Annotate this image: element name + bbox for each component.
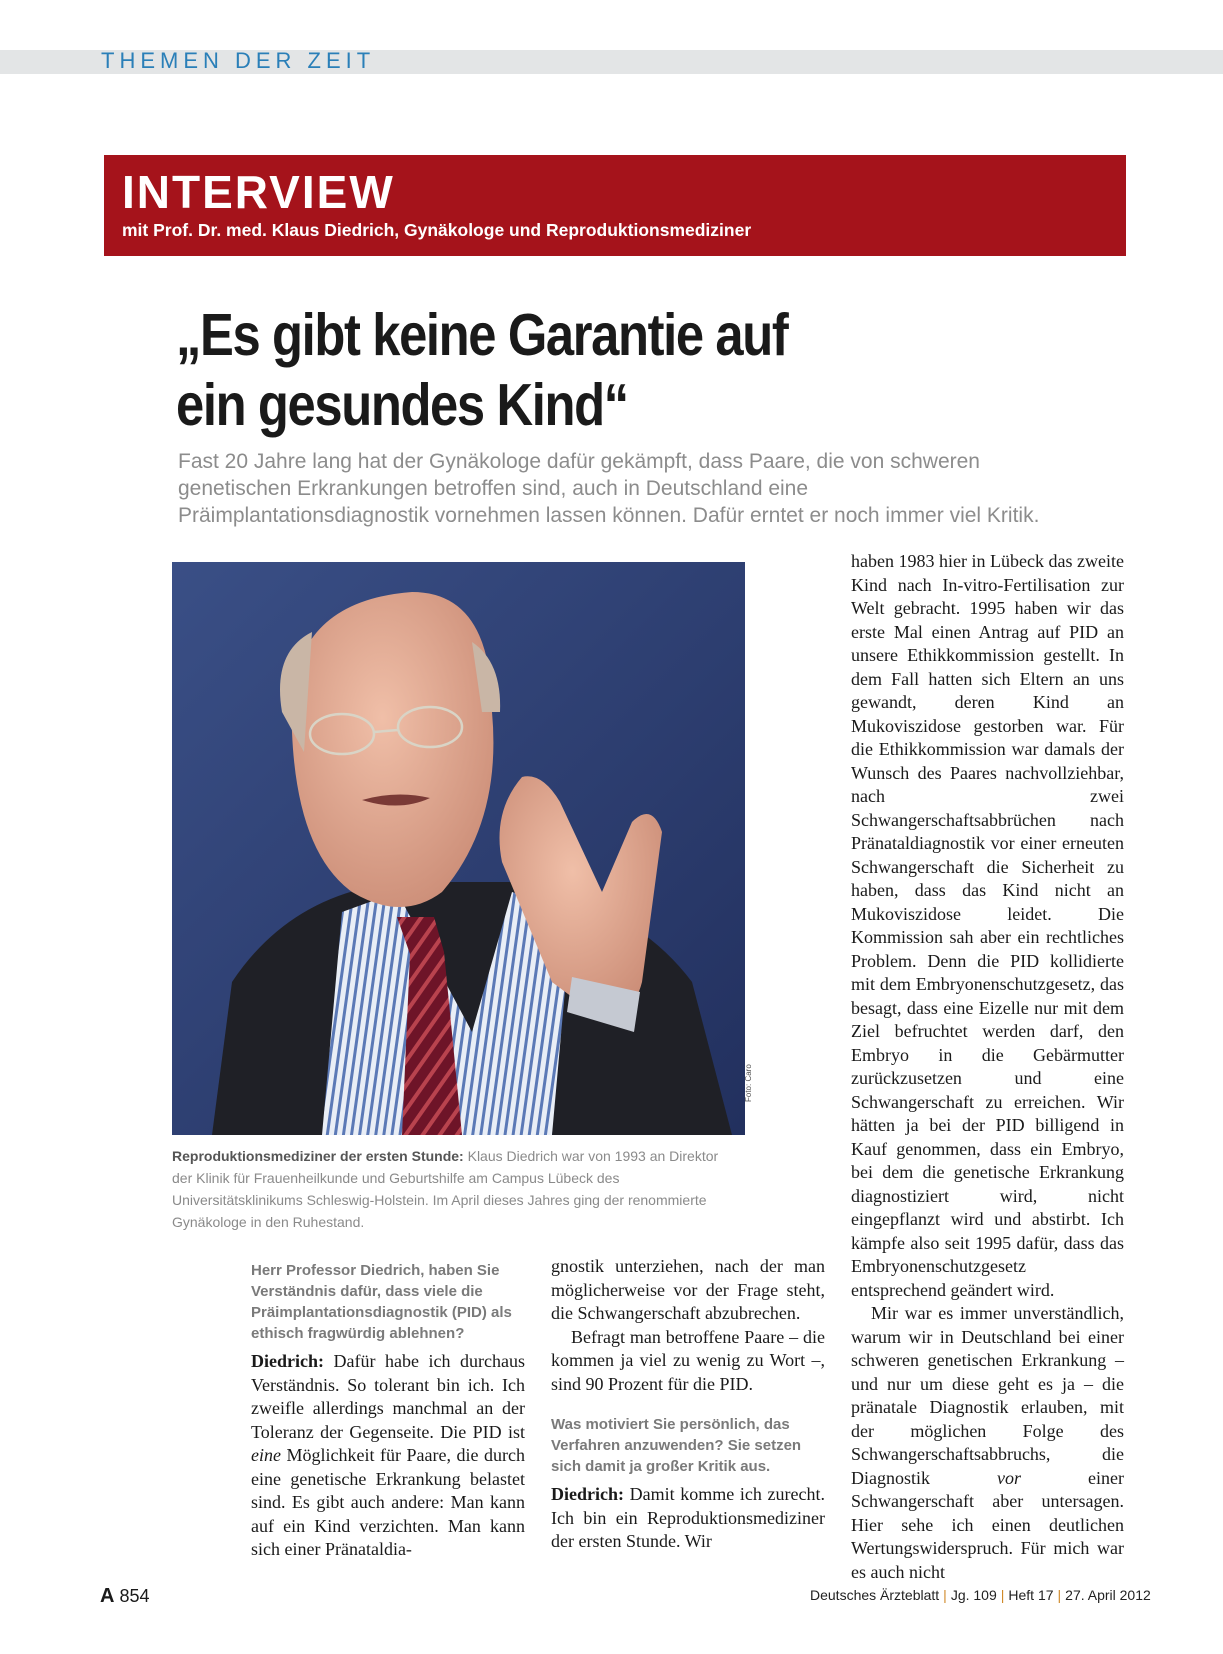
headline-line-1: „Es gibt keine Garantie auf bbox=[176, 302, 788, 368]
emphasis-text: vor bbox=[997, 1467, 1022, 1488]
article-column-middle bbox=[551, 1255, 825, 1554]
interview-banner bbox=[104, 155, 1126, 256]
portrait-photo bbox=[172, 562, 745, 1135]
body-paragraph: haben 1983 hier in Lübeck das zweite Kind nach In-vitro-Fertilisation zur Welt gebracht. 1995 haben wir das erste Mal einen Antrag auf PID an unsere Ethikkommission gestellt. In dem Fall hatten sich Eltern an uns gewandt, deren Kind an Mukoviszidose gestorben war. Für die Ethikkommission war damals der Wunsch des Paares nachvollziehbar, nach zwei Schwangerschaftsabbrüchen nach Pränataldiagnostik vor einer erneuten Schwangerschaft die Sicherheit zu haben, dass das Kind nicht an Mukoviszidose leidet. Die Kommission sah aber ein rechtliches Problem. Denn die PID kollidierte mit dem Embryonenschutzgesetz, das besagt, dass eine Eizelle nur mit dem Ziel befruchtet werden darf, den Embryo in die Gebärmutter zurückzusetzen und eine Schwangerschaft zu erreichen. Wir hätten ja bei der PID billigend in Kauf genommen, dass ein Embryo, bei dem die genetische Erkrankung diagnostiziert wird, nicht eingepflanzt wird und abstirbt. Ich kämpfe also seit 1995 dafür, dass das Embryonenschutzgesetz entsprechend geändert wird. bbox=[851, 551, 1124, 1300]
banner-subtitle: mit Prof. Dr. med. Klaus Diedrich, Gynäkologe und Reproduktionsmediziner bbox=[122, 220, 752, 240]
banner-title: INTERVIEW bbox=[122, 166, 395, 218]
speaker-label: Diedrich: bbox=[551, 1484, 624, 1504]
answer-text: Möglichkeit für Paare, die durch eine genetische Erkrankung belastet sind. Es gibt auch andere: Man kann auf ein Kind verzichten. Man kann sich einer Pränataldia- bbox=[251, 1445, 525, 1559]
section-label: THEMEN DER ZEIT bbox=[101, 48, 376, 73]
answer-text: Dafür habe ich durchaus Verständnis. So tolerant bin ich. Ich zweifle allerdings manchmal an der Toleranz der Gegenseite. Die PID ist bbox=[251, 1351, 525, 1442]
body-text: einer Schwangerschaft aber untersagen. Hier sehe ich einen deutlichen Wertungswiderspruch. Für mich war es auch nicht bbox=[851, 1467, 1124, 1582]
body-paragraph: Befragt man betroffene Paare – die kommen ja viel zu wenig zu Wort –, sind 90 Prozent für die PID. bbox=[551, 1326, 825, 1394]
article-column-right bbox=[851, 550, 1124, 1584]
answer-text: Damit komme ich zurecht. Ich bin ein Reproduktionsmediziner der ersten Stunde. Wir bbox=[551, 1484, 825, 1551]
photo-credit: Foto: Caro bbox=[744, 1064, 753, 1102]
caption-lead: Reproduktionsmediziner der ersten Stunde: bbox=[172, 1148, 464, 1164]
headline bbox=[176, 300, 933, 440]
body-text: Mir war es immer unverständlich, warum wir in Deutschland bei einer schweren genetischen Erkrankung – und nur um diese geht es ja – die pränatale Diagnostik erlauben, mit der möglichen Folge des Schwangerschaftsabbruchs, die Diagnostik bbox=[851, 1303, 1124, 1488]
body-paragraph: gnostik unterziehen, nach der man möglicherweise vor der Frage steht, die Schwangerschaft abzubrechen. bbox=[551, 1256, 825, 1323]
journal-date: 27. April 2012 bbox=[1065, 1587, 1151, 1603]
interview-question: Herr Professor Diedrich, haben Sie Verständnis dafür, dass viele die Präimplantationsdiagnostik (PID) als ethisch fragwürdig ablehnen? bbox=[251, 1262, 512, 1342]
journal-issue: Heft 17 bbox=[1008, 1587, 1054, 1603]
caption-text: Klaus Diedrich war von 1993 an Direktor der Klinik für Frauenheilkunde und Geburtshilfe am Campus Lübeck des Universitätsklinikums Schleswig-Holstein. Im April dieses Jahres ging der renommierte Gynäkologe in den Ruhestand. bbox=[172, 1148, 719, 1230]
interview-question: Was motiviert Sie persönlich, das Verfahren anzuwenden? Sie setzen sich damit ja großer Kritik aus. bbox=[551, 1416, 802, 1475]
speaker-label: Diedrich: bbox=[251, 1351, 324, 1371]
article-column-left bbox=[251, 1260, 525, 1562]
journal-volume: Jg. 109 bbox=[950, 1587, 997, 1603]
deck-text: Fast 20 Jahre lang hat der Gynäkologe dafür gekämpft, dass Paare, die von schweren genetischen Erkrankungen betroffen sind, auch in Deutschland eine Präimplantationsdiagnostik vornehmen lassen können. Dafür erntet er noch immer viel Kritik. bbox=[178, 450, 1040, 527]
journal-name: Deutsches Ärzteblatt bbox=[810, 1587, 940, 1603]
journal-footer: Deutsches Ärzteblatt | Jg. 109 | Heft 17 | 27. April 2012 bbox=[810, 1587, 1151, 1603]
photo-caption bbox=[172, 1145, 732, 1233]
page-number: A 854 bbox=[100, 1585, 150, 1607]
emphasis-text: eine bbox=[251, 1445, 281, 1465]
headline-line-2: ein gesundes Kind“ bbox=[176, 372, 628, 438]
